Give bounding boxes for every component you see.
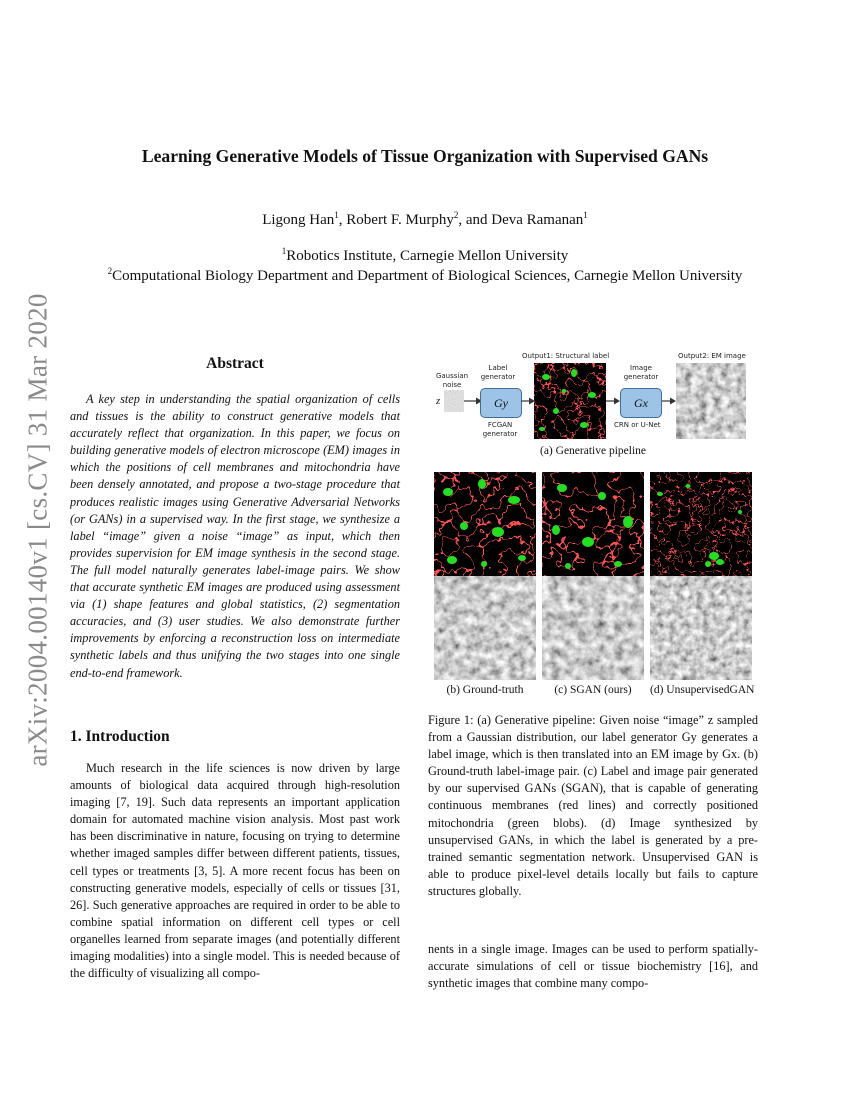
affiliations (90, 246, 760, 286)
introduction-heading: 1. Introduction (70, 728, 170, 745)
caption-b: (b) Ground-truth (446, 684, 524, 696)
arrow-icon (606, 396, 620, 406)
structural-label-image (534, 363, 606, 439)
author-affil-mark: 1 (334, 210, 339, 220)
author-list: Ligong Han$^1$, Robert F. Murphy$^2$, and Deva Ramanan$^1$ (262, 210, 588, 228)
author-name: Robert F. Murphy (346, 212, 454, 228)
author-name: and Deva Ramanan (465, 212, 584, 228)
sgan-label-image (542, 472, 644, 576)
arrow-icon (521, 396, 535, 406)
author-affil-mark: 2 (453, 210, 459, 220)
unsupervised-em-image (650, 576, 752, 680)
caption-d: (d) UnsupervisedGAN (650, 684, 755, 696)
em-image (676, 363, 746, 439)
author-name: Ligong Han (262, 212, 335, 228)
paper-title: Learning Generative Models of Tissue Organization with Supervised GANs (141, 146, 709, 166)
affiliation-1: $^1$Robotics Institute, Carnegie Mellon University (281, 246, 569, 264)
caption-a: (a) Generative pipeline (540, 445, 646, 457)
z-symbol: z (436, 395, 441, 407)
fcgan-text: FCGAN generator (482, 421, 518, 438)
crn-text: CRN or U-Net (614, 421, 661, 429)
output2-text: Output2: EM image (678, 352, 746, 360)
arxiv-sidebar (16, 288, 60, 772)
abstract-text: A key step in understanding the spatial organization of cells and tissues is the ability to construct generative models that accurately reflect that organization. In this paper, we focus on building generative models of electron microscope (EM) images in which the positions of cell membranes and mitochondria have been densely annotated, and propose a two-stage procedure that produces realistic images using Generative Adversarial Networks (or GANs) in a supervised way. In the first stage, we synthesize a label “image” given a noise “image” as input, which then provides supervision for EM image synthesis in the second stage. The full model naturally generates label-image pairs. We show that accurate synthetic EM images are produced using assessment via (1) shape features and global statistics, (2) segmentation accuracies, and (3) user studies. We also demonstrate further improvements by enforcing a reconstruction loss on intermediate synthetic labels and thus unifying the two stages into one single end-to-end framework. (70, 392, 400, 680)
right-column-text: nents in a single image. Images can be used to perform spatially-accurate simulations of cell or tissue biochemistry [16], and synthetic images that combine many compo- (428, 942, 758, 991)
noise-label: Gaussian noise (435, 372, 469, 389)
label-generator-text: Label generator (480, 364, 516, 381)
figure-caption: Figure 1: (a) Generative pipeline: Given noise “image” z sampled from a Gaussian distribution, our label generator Gy generates a label image, which is then translated into an EM image by Gx. (b) Ground-truth label-image pair. (c) Label and image pair generated by our supervised GANs (SGAN), that is capable of generating continuous membranes (red lines) and correctly positioned mitochondria (green blobs). (d) Image synthesized by unsupervised GANs, in which the label is generated by a pre-trained semantic segmentation network. Unsupervised GAN is able to produce pixel-level details locally but fails to capture structures globally. (428, 713, 758, 898)
ground-truth-em-image (434, 576, 536, 680)
ground-truth-label-image (434, 472, 536, 576)
output1-text: Output1: Structural label (522, 352, 610, 360)
sgan-em-image (542, 576, 644, 680)
noise-image (444, 390, 464, 412)
introduction-text: Much research in the life sciences is now driven by large amounts of biological data acquired through high-resolution imaging [7, 19]. Such data represents an important application domain for automated machine vision analysis. Most past work has been discriminative in nature, focusing on trying to determine whether imaged samples differ between different patients, tissues, cell types or treatments [3, 5]. A more recent focus has been on constructing generative models, especially of cells or tissues [31, 26]. Such generative approaches are required in order to be able to combine spatial information on different cell types or cell organelles learned from separate images (and potentially different imaging modalities) into a single model. This is needed because of the difficulty of visualizing all compo- (70, 761, 400, 981)
affiliation-2: $^2$Computational Biology Department and Department of Biological Sciences, Carnegie Mellon University (107, 266, 743, 284)
arrow-icon (662, 396, 676, 406)
unsupervised-label-image (650, 472, 752, 576)
author-affil-mark: 1 (583, 210, 588, 220)
image-generator-text: Image generator (623, 364, 659, 381)
gx-symbol: Gx (634, 395, 648, 410)
arxiv-identifier: arXiv:2004.00140v1 [cs.CV] 31 Mar 2020 (22, 293, 53, 767)
gy-symbol: Gy (494, 395, 508, 410)
label-generator-box (480, 388, 522, 418)
caption-c: (c) SGAN (ours) (554, 684, 632, 696)
image-generator-box (620, 388, 662, 418)
abstract-heading: Abstract (206, 355, 264, 372)
